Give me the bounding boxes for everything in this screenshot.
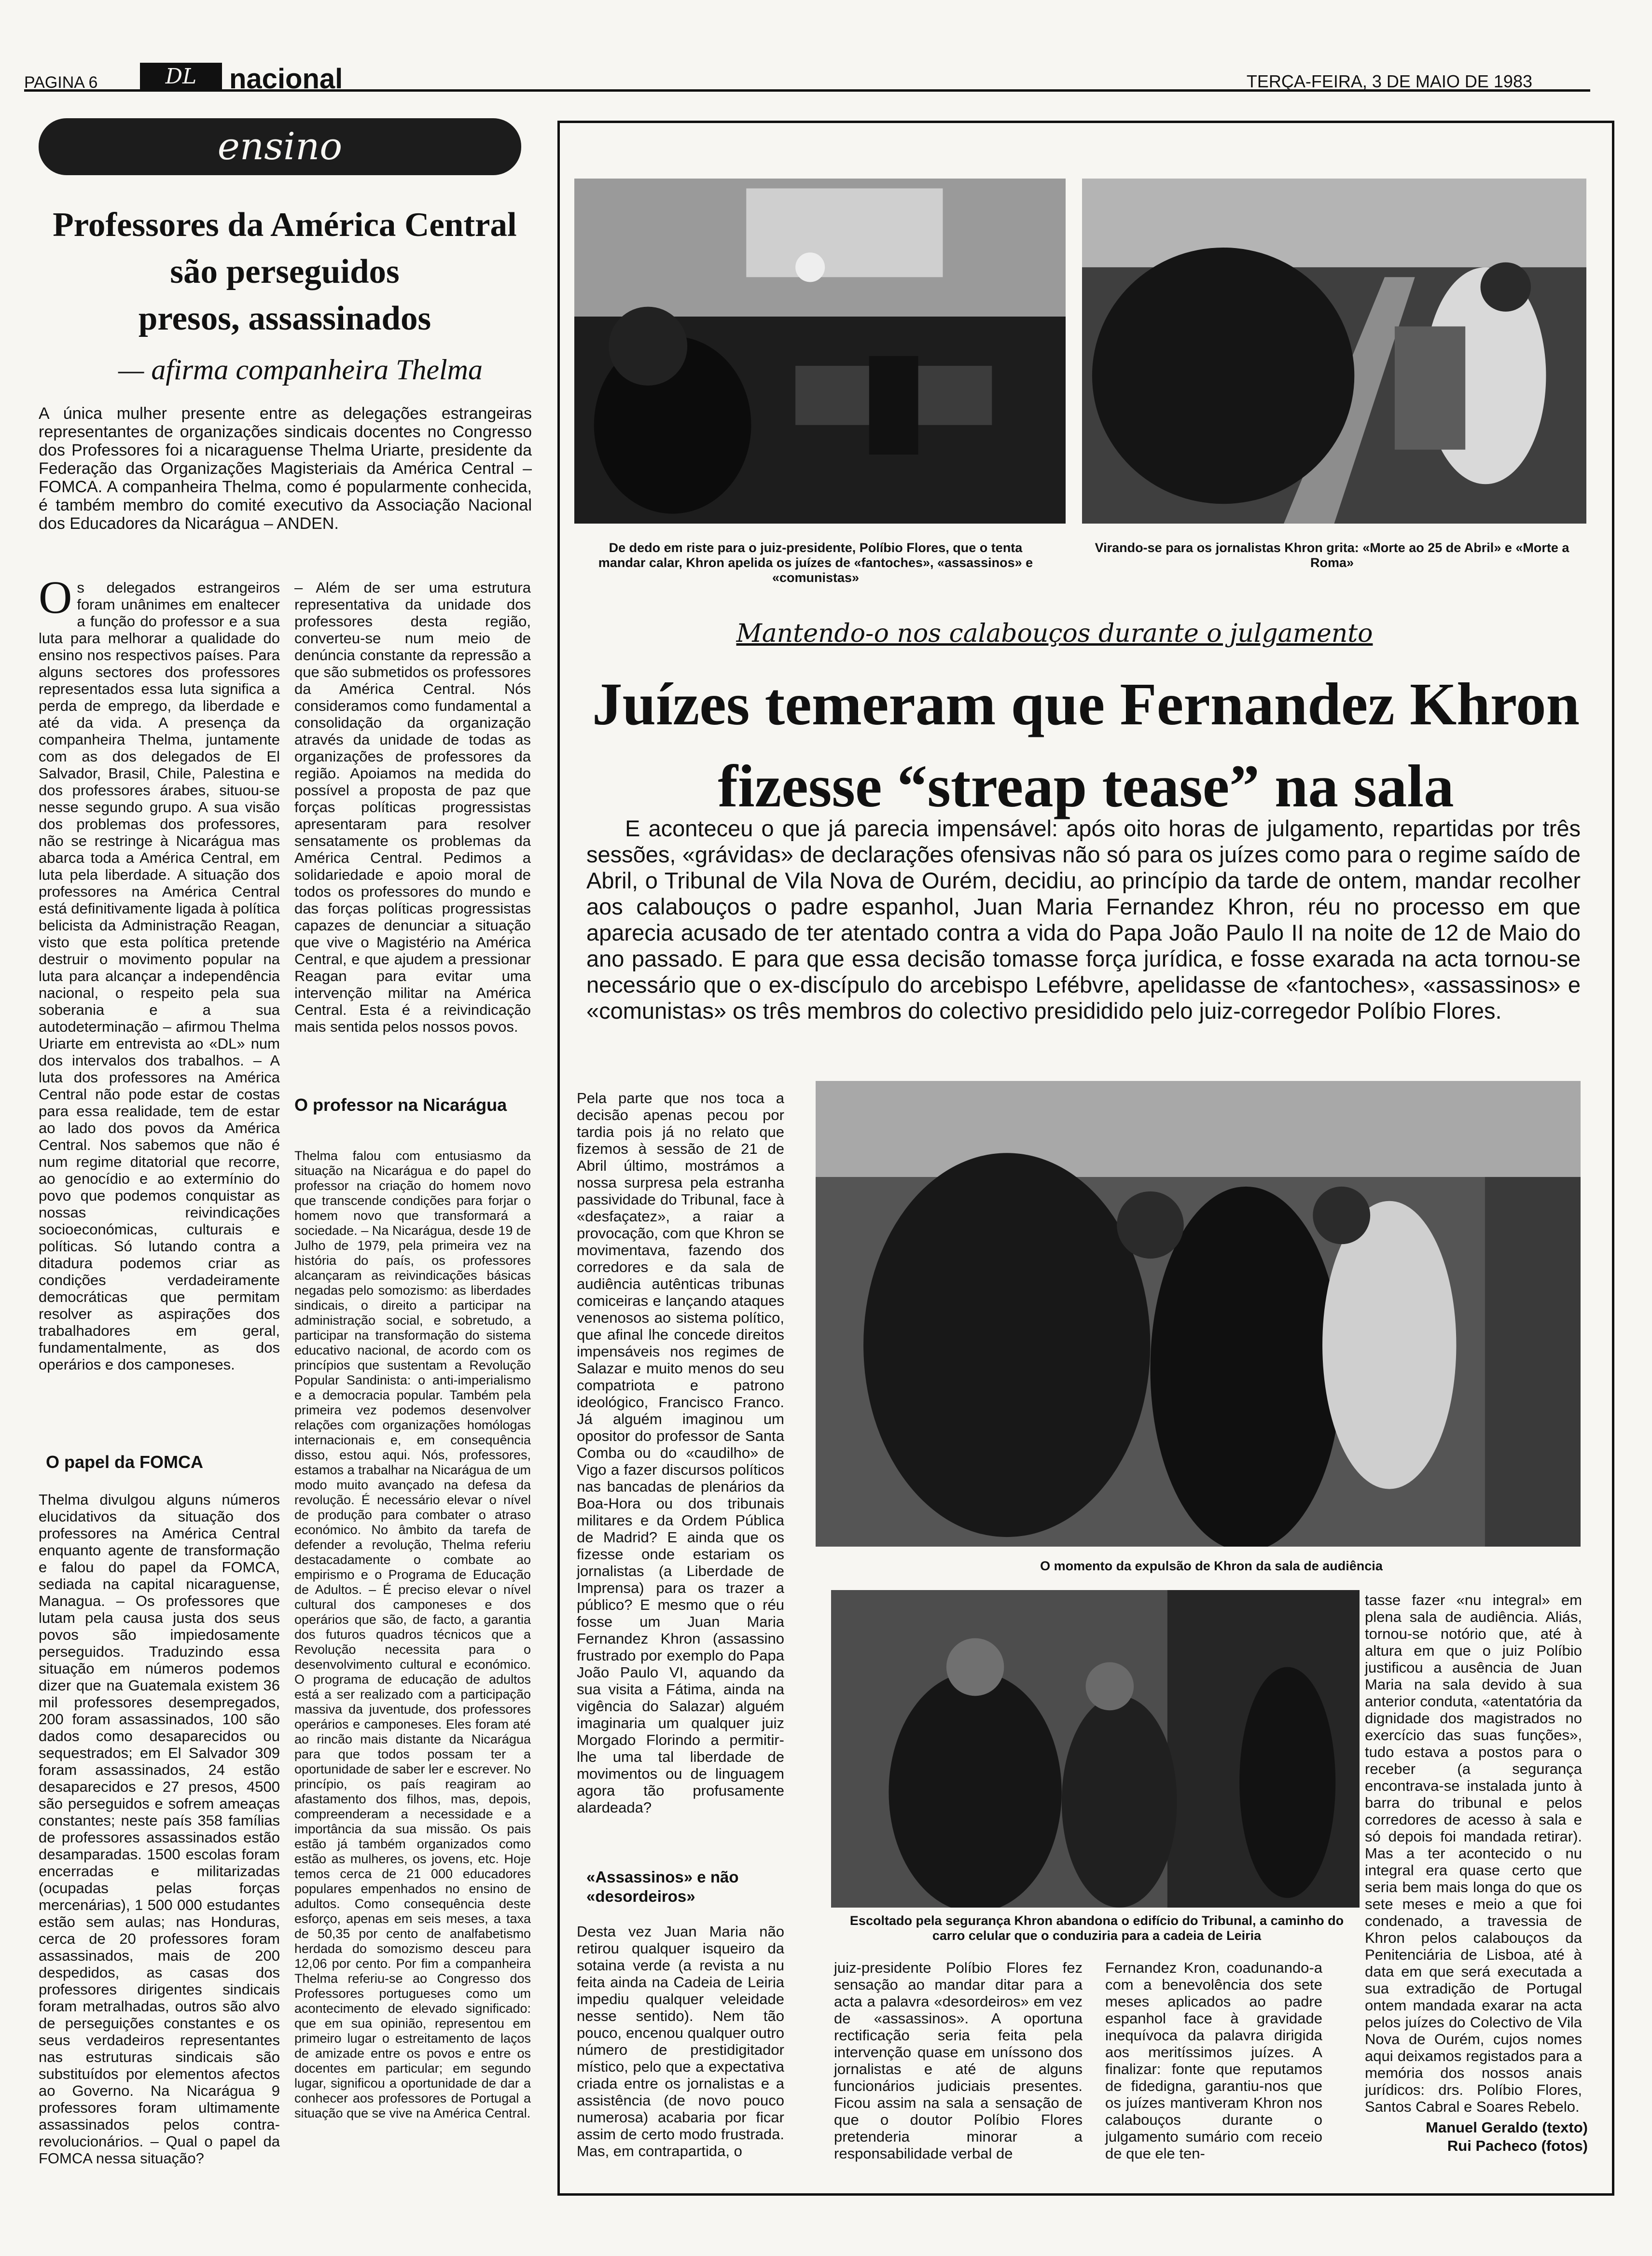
headline-line: são perseguidos bbox=[170, 253, 400, 291]
credit-photos: Rui Pacheco (fotos) bbox=[1447, 2137, 1588, 2154]
issue-date: TERÇA-FEIRA, 3 DE MAIO DE 1983 bbox=[1246, 71, 1532, 91]
main-headline bbox=[579, 664, 1593, 828]
left-intro: A única mulher presente entre as delegações estrangeiras representantes de organizações sindicais docentes no Congresso dos Professores foi a nicaraguense Thelma Uriarte, presidente da Federação das Organizações Magisteriais da América Central – FOMCA. A companheira Thelma, como é popularmente conhecida, é também membro do comité executivo da Associação Nacional dos Educadores da Nicarágua – ANDEN. bbox=[39, 404, 532, 533]
section-title: nacional bbox=[229, 63, 343, 95]
courtroom-photo bbox=[574, 179, 1066, 524]
ensino-banner bbox=[39, 118, 521, 175]
left-column-2: – Além de ser uma estrutura representativa da unidade dos professores desta região, converteu-se num meio de denúncia constante da repressão a que são submetidos os professores da América Central. Nós consideramos como fundamental a consolidação da organização através da unidade de todas as organizações de professores da região. Apoiamos na medida do possível a proposta de paz que forças políticas progressistas apresentaram para resolver sensatamente os problemas da América Central. Pedimos a solidariedade e apoio moral de todos os professores do mundo e das forças políticas progressistas capazes de denunciar a situação que vive o Magistério na América Central, e que ajudem a pressionar Reagan para evitar uma intervenção militar na América Central. Esta é a reivindicação mais sentida pelos nossos povos. bbox=[294, 579, 531, 1035]
article-credits bbox=[1366, 2118, 1588, 2155]
photo-caption-3: O momento da expulsão de Khron da sala de audiência bbox=[1040, 1559, 1383, 1573]
newspaper-logo: DL bbox=[140, 63, 222, 91]
right-column-c: Fernandez Kron, coadunando-a com a benevolência dos sete meses aplicados ao padre espanhol face à gravidade inequívoca da palavra dirigida aos meritíssimos juízes. A finalizar: fonte que reputamos de fidedigna, garantiu-nos que os juízes mantiveram Khron nos calabouços durante o julgamento sumário com receio de que ele ten- bbox=[1105, 1959, 1322, 2162]
escort-photo bbox=[831, 1590, 1360, 1908]
left-headline bbox=[34, 202, 536, 342]
right-column-a2: Desta vez Juan Maria não retirou qualquer isqueiro da sotaina verde (a revista a nu feita ainda na Cadeia de Leiria impediu qualquer veleidade nesse sentido). Nem tão pouco, encenou qualquer outro número de prestidigitador místico, pelo que a expectativa criada entre os jornalistas e a assistência (de novo pouco numerosa) acabaria por ficar assim de certo modo frustrada. Mas, em contrapartida, o bbox=[577, 1923, 784, 2159]
drop-cap: O bbox=[39, 571, 72, 623]
credit-text: Manuel Geraldo (texto) bbox=[1426, 2119, 1588, 2136]
subhead-assassinos: «Assassinos» e não «desordeiros» bbox=[586, 1868, 739, 1905]
left-column-1b: Thelma divulgou alguns números elucidativos da situação dos professores na América Central enquanto agente de transformação e falou do papel da FOMCA, sediada na capital nicaraguense, Managua. – Os professores que lutam pela causa justa dos seus povos são impiedosamente perseguidos. Traduzindo essa situação em números podemos dizer que na Guatemala existem 36 mil professores desempregados, 200 foram assassinados, 100 são dados como desaparecidos ou sequestrados; em El Salvador 309 foram assassinados, 24 estão desaparecidos e 27 presos, 4500 são perseguidos e sofrem ameaças constantes; neste país 358 famílias de professores assassinados estão desamparadas. 1500 escolas foram encerradas e militarizadas (ocupadas pelas forças mercenárias), 1 500 000 estudantes estão sem aulas; nas Honduras, cerca de 20 professores foram assassinados, mais de 200 despedidos, as casas dos professores dirigentes sindicais foram metralhadas, outros são alvo de perseguições constantes e os seus verdadeiros representantes nas estruturas sindicais são substituídos por elementos afectos ao Governo. Na Nicarágua 9 professores foram ultimamente assassinados pelos contra-revolucionários. – Qual o papel da FOMCA nessa situação? bbox=[39, 1491, 280, 2167]
right-column-b: juiz-presidente Políbio Flores fez sensação ao mandar ditar para a acta a palavra «desordeiros» em vez de «assassinos». A oportuna rectificação seria feita pela intervenção quase em uníssono dos jornalistas e até de alguns funcionários judiciais presentes. Ficou assim na sala a sensação de que o doutor Políbio Flores pretenderia minorar a responsabilidade verbal de bbox=[834, 1959, 1083, 2162]
expulsion-photo bbox=[816, 1081, 1581, 1547]
banner-label: ensino bbox=[217, 125, 343, 168]
masthead bbox=[24, 63, 1590, 95]
photo-caption-2: Virando-se para os jornalistas Khron grita: «Morte ao 25 de Abril» e «Morte a Roma» bbox=[1095, 540, 1569, 570]
headline-line: Professores da América Central bbox=[53, 206, 517, 244]
headline-line: fizesse “streap tease” na sala bbox=[718, 753, 1454, 820]
article-kicker: Mantendo-o nos calabouços durante o julgamento bbox=[736, 619, 1373, 648]
headline-line: presos, assassinados bbox=[138, 300, 431, 337]
subhead-fomca: O papel da FOMCA bbox=[46, 1452, 204, 1472]
left-column-2b: Thelma falou com entusiasmo da situação na Nicarágua e do papel do professor na criação do homem novo que transcende condições para forjar o homem novo que transformará a sociedade. – Na Nicarágua, desde 19 de Julho de 1979, pela primeira vez na história do país, os professores alcançaram as reivindicações básicas negadas pelo somozismo: as liberdades sindicais, o direito a participar na administração social, e sobretudo, a participar na transformação do sistema educativo nacional, de acordo com os princípios que sustentam a Revolução Popular Sandinista: o anti-imperialismo e a democracia popular. Também pela primeira vez podemos desenvolver relações com organizações homólogas internacionais e, em consequência disso, estou aqui. Nós, professores, estamos a trabalhar na Nicarágua de um modo muito avançado na defesa da revolução. É necessário elevar o nível de produção para combater o atraso económico. No âmbito da tarefa de defender a revolução, Thelma referiu destacadamente o combate ao empirismo e o Programa de Educação de Adultos. – É preciso elevar o nível cultural dos camponeses e dos operários que são, de facto, a garantia dos futuros quadros técnicos que a Revolução necessita para o desenvolvimento cultural e económico. O programa de educação de adultos está a ser realizado com a participação massiva da juventude, dos professores operários e camponeses. Eles foram até ao rincão mais distante da Nicarágua para que todos possam ter a oportunidade de saber ler e escrever. No princípio, os país reagiram ao afastamento dos filhos, mas, depois, compreenderam a necessidade e a importância da sua missão. Os pais estão já também organizados como estão as mulheres, os jovens, etc. Hoje temos cerca de 21 000 educadores populares empenhados no ensino de adultos. Como consequência deste esforço, apenas em seis meses, a taxa de 50,35 por cento de analfabetismo herdada do somozismo desceu para 12,06 por cento. Por fim a companheira Thelma referiu-se ao Congresso dos Professores portugueses como um acontecimento de elevado significado: que em sua opinião, representou em primeiro lugar o estreitamento de laços de amizade entre os povos e entre os docentes em particular; em segundo lugar, significou a oportunidade de dar a conhecer aos professores de Portugal a situação que se vive na América Central. bbox=[294, 1149, 531, 2120]
left-column-1 bbox=[39, 571, 280, 1373]
right-column-a: Pela parte que nos toca a decisão apenas pecou por tardia pois já no relato que fizemos à sessão de 21 de Abril último, mostrámos a nossa surpresa pela estranha passividade do Tribunal, face à «desfaçatez», a raiar a provocação, com que Khron se movimentava, fazendo dos corredores e da sala de audiência autênticas tribunas comiceiras e lançando ataques venenosos ao sistema político, que afinal lhe concede direitos impensáveis nos regimes de Salazar e muito menos do seu compatriota e patrono ideológico, Francisco Franco. Já alguém imaginou um opositor do professor de Santa Comba ou do «caudilho» de Vigo a fazer discursos políticos nas bancadas de plenários da Boa-Hora ou dos tribunais militares e da Ordem Pública de Madrid? E ainda que os fizesse onde estariam os jornalistas (a Liberdade de Imprensa) para os trazer a público? E mesmo que o réu fosse um Juan Maria Fernandez Khron (assassino frustrado por exemplo do Papa João Paulo VI, aquando da sua visita a Fátima, ainda na vigência do Salazar) alguém imaginaria um qualquer juiz Morgado Florindo a permitir-lhe uma tal liberdade de movimentos ou de linguagem agora tão profusamente alardeada? bbox=[577, 1090, 784, 1816]
article-lede: E aconteceu o que já parecia impensável: após oito horas de julgamento, repartidas por três sessões, «grávidas» de declarações ofensivas não só para os juízes como para o regime saído de Abril, o Tribunal de Vila Nova de Ourém, decidiu, ao princípio da tarde de ontem, mandar recolher aos calabouços o padre espanhol, Juan Maria Fernandez Khron, réu no processo em que aparecia acusado de ter atentado contra a vida do Papa João Paulo II na noite de 12 de Maio do ano passado. E para que essa decisão tomasse força jurídica, e fosse exarada na acta tornou-se necessário que o ex-discípulo do arcebispo Lefébvre, apelidasse de «fantoches», «assassinos» e «comunistas» os três membros do colectivo presididido pelo juiz-corregedor Políbio Flores. bbox=[586, 816, 1581, 1024]
left-byline: — afirma companheira Thelma bbox=[118, 354, 483, 386]
photo-caption-4: Escoltado pela segurança Khron abandona o edifício do Tribunal, a caminho do carro celular que o conduziria para a cadeia de Leiria bbox=[849, 1913, 1344, 1943]
journalists-photo bbox=[1082, 179, 1586, 524]
headline-line: Juízes temeram que Fernandez Khron bbox=[592, 671, 1580, 738]
subhead-nicaragua: O professor na Nicarágua bbox=[294, 1095, 507, 1115]
page-number: PAGINA 6 bbox=[24, 73, 98, 92]
right-column-d: tasse fazer «nu integral» em plena sala de audiência. Aliás, tornou-se notório que, até à altura em que o juiz Políbio justificou a ausência de Juan Maria na sala devido à sua anterior conduta, «atentatória da dignidade dos magistrados no exercício das suas funções», tudo estava a postos para o receber (a segurança encontrava-se instalada junto à barra do tribunal e pelos corredores de acesso à sala e só depois foi mandada retirar). Mas a ter acontecido o nu integral era quase certo que seria bem mais longa do que os sete meses e meio a que foi condenado, a travessia de Khron pelos calabouços da Penitenciária de Lisboa, até à data em que será executada a sua extradição de Portugal ontem mandada exarar na acta pelos juízes do Colectivo de Vila Nova de Ourém, cujos nomes aqui deixamos registados para a memória dos nossos anais jurídicos: drs. Políbio Flores, Santos Cabral e Soares Rebelo. bbox=[1365, 1592, 1582, 2115]
photo-caption-1: De dedo em riste para o juiz-presidente, Políbio Flores, que o tenta mandar calar, Khron apelida os juízes de «fantoches», «assassinos» e «comunistas» bbox=[598, 540, 1033, 585]
body-text: s delegados estrangeiros foram unânimes em enaltecer a função do professor e a sua luta para melhorar a qualidade do ensino nos respectivos países. Para alguns sectores dos professores representados essa luta significa a perda de emprego, da liberdade e até da vida. A presença da companheira Thelma, juntamente com as dos delegados de El Salvador, Brasil, Chile, Palestina e dos professores árabes, situou-se nesse segundo grupo. A sua visão dos problemas dos professores, não se restringe à Nicarágua mas abarca toda a América Central, em luta pela liberdade. A situação dos professores na América Central está definitivamente ligada à política belicista da Administração Reagan, visto que esta política pretende destruir o movimento popular na luta para alcançar a independência nacional, o respeito pela sua soberania e a sua autodeterminação – afirmou Thelma Uriarte em entrevista ao «DL» num dos intervalos dos trabalhos. – A luta dos professores na América Central não pode estar de costas para essa realidade, tem de estar ao lado dos povos da América Central. Nos sabemos que não é num regime ditatorial que recorre, ao genocídio e ao extermínio do povo que podemos conquistar as nossas reivindicações socioeconómicas, culturais e políticas. Só lutando contra a ditadura podemos criar as condições verdadeiramente democráticas que permitam resolver as aspirações dos trabalhadores em geral, fundamentalmente, as dos operários e dos camponeses. bbox=[39, 579, 280, 1373]
